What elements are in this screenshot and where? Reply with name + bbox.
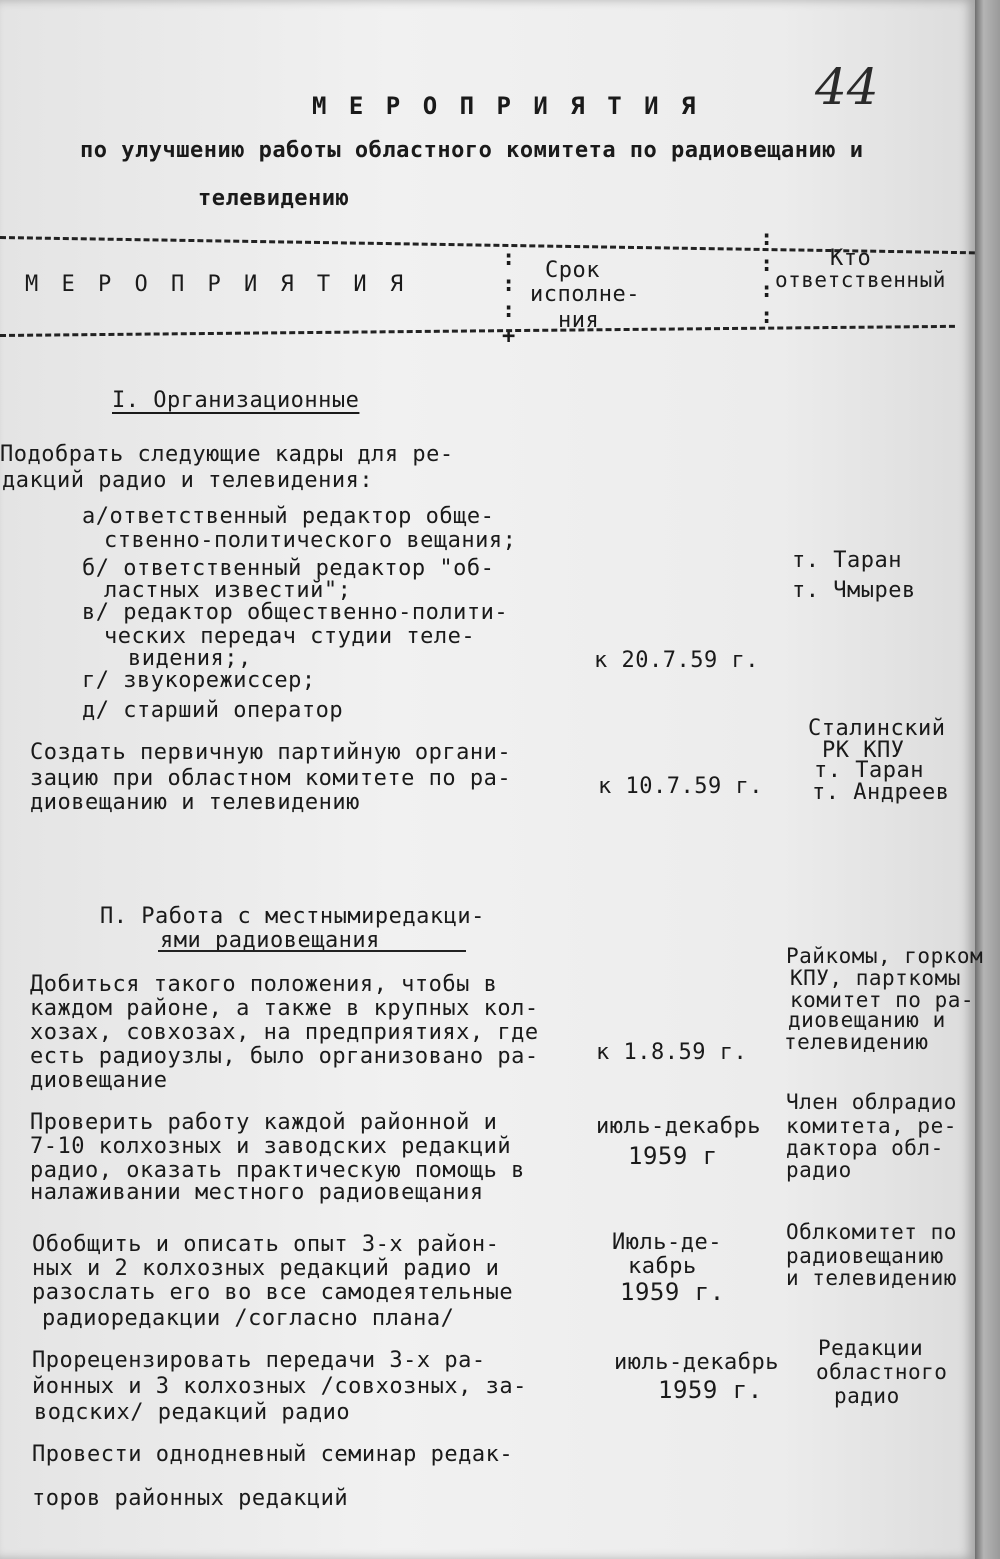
section2-item1-line2: каждом районе, а также в крупных кол- [30,996,539,1021]
section2-item1-line4: есть радиоузлы, было организовано ра- [30,1044,539,1069]
document-subtitle-line1: по улучшению работы областного комитета по радиовещанию и [80,138,864,163]
section2-item2-responsible-4: радио [786,1158,852,1182]
section1-subitem-a-line2: ственно-политического вещания; [104,528,517,553]
section1-item1-line2: дакций радио и телевидения: [2,468,374,493]
section2-item2-deadline-2: 1959 г [628,1142,718,1170]
section2-item1-responsible-5: телевидению [784,1030,929,1054]
section2-item1-line5: диовещание [30,1068,168,1093]
section2-item1-line1: Добиться такого положения, чтобы в [30,972,498,997]
section2-item2-responsible-2: комитета, ре- [786,1114,957,1138]
section1-subitem-v-line2: ческих передач студии теле- [104,624,476,649]
document-title: М Е Р О П Р И Я Т И Я [312,92,700,120]
section2-item2-line2: 7-10 колхозных и заводских редакций [30,1134,512,1159]
section2-item3-line4: радиоредакции /согласно плана/ [42,1306,455,1331]
section2-item1-line3: хозах, совхозах, на предприятиях, где [30,1020,539,1045]
header-col-deadline-line2: исполне- [530,282,640,307]
section1-item2-line2: зацию при областном комитете по ра- [30,766,512,791]
section2-item4-deadline-2: 1959 г. [658,1376,763,1404]
header-col-responsible-line2: ответственный [775,268,946,292]
section2-item4-line2: йонных и 3 колхозных /совхозных, за- [32,1374,527,1399]
section2-item3-deadline-3: 1959 г. [620,1278,725,1306]
section2-item2-line1: Проверить работу каждой районной и [30,1110,498,1135]
section2-item4-responsible-1: Редакции [818,1336,924,1360]
section2-item1-responsible-2: КПУ, парткомы [790,966,961,990]
section2-item1-responsible-4: диовещанию и [788,1008,946,1032]
section1-title: I. Организационные [112,388,360,413]
header-col-responsible-line1: Кто [830,246,872,271]
section1-item2-line1: Создать первичную партийную органи- [30,740,512,765]
section2-item3-line3: разослать его во все самодеятельные [32,1280,514,1305]
page-edge-shadow [975,0,1000,1559]
section1-subitem-v-line1: в/ редактор общественно-полити- [82,600,509,625]
section2-item4-line3: водских/ редакций радио [34,1400,351,1425]
section2-item3-responsible-3: и телевидению [786,1266,957,1290]
section2-item4-responsible-2: областного [816,1360,948,1384]
section1-item2-responsible-4: т. Андреев [812,780,950,805]
section2-item3-line2: ных и 2 колхозных редакций радио и [32,1256,500,1281]
section2-item3-responsible-1: Облкомитет по [786,1220,957,1244]
section1-subitem-b-line1: б/ ответственный редактор "об- [82,556,495,581]
section1-item2-responsible-1: Сталинский [808,716,946,741]
section2-item2-responsible-1: Член облрадио [786,1090,957,1114]
section2-title-line2: ями радиовещания [160,928,380,953]
section2-item3-deadline-1: Июль-де- [612,1230,722,1255]
section2-item1-responsible-1: Райкомы, горком [786,944,984,968]
section2-title-line1: П. Работа с местнымиредакци- [100,904,485,929]
section2-item5-line1: Провести однодневный семинар редак- [32,1442,514,1467]
header-col-deadline-line3: ния [558,308,600,333]
section2-item2-responsible-3: дактора обл- [786,1136,944,1160]
section1-item2-line3: диовещанию и телевидению [30,790,360,815]
section2-item3-responsible-2: радиовещанию [786,1244,944,1268]
section2-item1-deadline: к 1.8.59 г. [596,1040,748,1065]
section2-item1-responsible-3: комитет по ра- [790,988,975,1012]
section2-item5-line2: торов районных редакций [32,1486,349,1511]
section1-item1-responsible-1: т. Таран [792,548,902,573]
section2-item2-line3: радио, оказать практическую помощь в [30,1158,525,1183]
section1-item1-line1: Подобрать следующие кадры для ре- [0,442,454,467]
section2-item2-line4: налаживании местного радиовещания [30,1180,484,1205]
section1-subitem-v-line3: видения;, [128,646,252,671]
section2-item4-line1: Прорецензировать передачи 3-х ра- [32,1348,486,1373]
section2-title-underline [158,950,466,952]
section1-item2-responsible-2: РК КПУ [822,738,905,763]
document-subtitle-line2: телевидению [198,186,350,211]
page-number: 44 [815,58,879,116]
section2-item4-deadline-1: июль-декабрь [614,1350,779,1375]
section1-item1-deadline: к 20.7.59 г. [594,648,759,673]
section1-item2-responsible-3: т. Таран [814,758,924,783]
header-col-deadline-line1: Срок [545,258,600,283]
header-col-separator-2: : : : : [760,226,774,329]
section2-item3-deadline-2: кабрь [628,1254,697,1279]
section2-item2-deadline-1: июль-декабрь [596,1114,761,1139]
section1-item1-responsible-2: т. Чмырев [792,578,916,603]
section1-subitem-d: д/ старший оператор [82,698,344,723]
header-col-separator-1: : : : + [502,246,516,349]
section1-subitem-a-line1: а/ответственный редактор обще- [82,504,495,529]
header-col-activities: М Е Р О П Р И Я Т И Я [25,272,409,297]
section1-subitem-g: г/ звукорежиссер; [82,668,316,693]
section1-item2-deadline: к 10.7.59 г. [598,774,763,799]
section2-item4-responsible-3: радио [834,1384,900,1408]
section1-subitem-b-line2: ластных известий"; [104,578,352,603]
section2-item3-line1: Обобщить и описать опыт 3-х район- [32,1232,500,1257]
